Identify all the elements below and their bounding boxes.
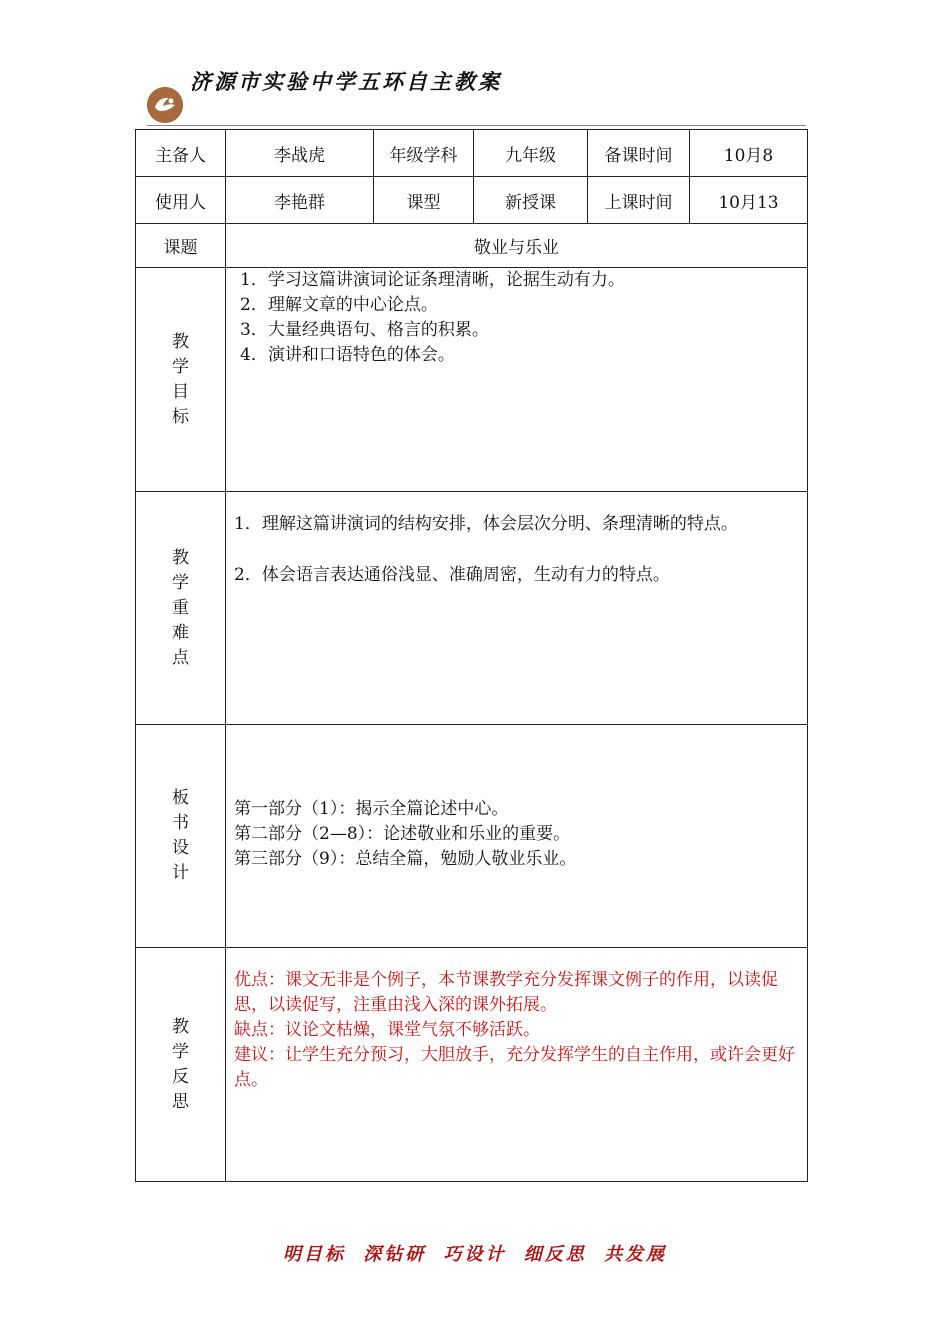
key-points-label: 教 学 重 难 点 bbox=[136, 492, 226, 725]
lesson-type-value: 新授课 bbox=[474, 177, 588, 224]
grade-subject-label: 年级学科 bbox=[374, 130, 474, 177]
lesson-plan-table bbox=[135, 129, 808, 1182]
objectives-content bbox=[226, 268, 808, 492]
topic-value: 敬业与乐业 bbox=[226, 224, 808, 268]
prep-time-value: 10月8 bbox=[690, 130, 808, 177]
objectives-label: 教 学 目 标 bbox=[136, 268, 226, 492]
reflection-item: 建议：让学生充分预习，大胆放手，充分发挥学生的自主作用，或许会更好点。 bbox=[234, 1045, 795, 1090]
footer-phrase: 共发展 bbox=[604, 1244, 668, 1265]
class-time-label: 上课时间 bbox=[588, 177, 690, 224]
board-design-content bbox=[226, 725, 808, 948]
reflection-item: 优点：课文无非是个例子，本节课教学充分发挥课文例子的作用，以读促思，以读促写，注重由浅入深的课外拓展。 bbox=[234, 970, 778, 1015]
footer-phrase: 明目标 bbox=[282, 1244, 346, 1265]
objective-item: 3．大量经典语句、格言的积累。 bbox=[240, 320, 489, 340]
objectives-row bbox=[136, 268, 808, 492]
lesson-type-label: 课型 bbox=[374, 177, 474, 224]
user-label: 使用人 bbox=[136, 177, 226, 224]
reflection-content bbox=[226, 948, 808, 1182]
key-point-item: 1．理解这篇讲演词的结构安排，体会层次分明、条理清晰的特点。 bbox=[234, 514, 738, 534]
user-value: 李艳群 bbox=[226, 177, 374, 224]
objective-item: 4．演讲和口语特色的体会。 bbox=[240, 345, 455, 365]
topic-label: 课题 bbox=[136, 224, 226, 268]
objective-item: 2．理解文章的中心论点。 bbox=[240, 295, 438, 315]
class-time-value: 10月13 bbox=[690, 177, 808, 224]
meta-row-1 bbox=[136, 130, 808, 177]
prep-time-label: 备课时间 bbox=[588, 130, 690, 177]
footer-phrase: 深钻研 bbox=[363, 1244, 427, 1265]
school-title: 济源市实验中学五环自主教案 bbox=[190, 69, 502, 94]
board-design-label: 板 书 设 计 bbox=[136, 725, 226, 948]
footer-motto bbox=[0, 1240, 950, 1266]
header-divider bbox=[147, 125, 806, 126]
reflection-label: 教 学 反 思 bbox=[136, 948, 226, 1182]
page-header bbox=[0, 0, 950, 130]
key-points-content bbox=[226, 492, 808, 725]
reflection-item: 缺点：议论文枯燥，课堂气氛不够活跃。 bbox=[234, 1020, 540, 1040]
grade-subject-value: 九年级 bbox=[474, 130, 588, 177]
school-logo-icon bbox=[147, 87, 183, 123]
footer-phrase: 细反思 bbox=[523, 1244, 587, 1265]
board-item: 第一部分（1）：揭示全篇论述中心。 bbox=[234, 799, 509, 819]
preparer-label: 主备人 bbox=[136, 130, 226, 177]
topic-row bbox=[136, 224, 808, 268]
footer-phrase: 巧设计 bbox=[443, 1244, 507, 1265]
meta-row-2 bbox=[136, 177, 808, 224]
board-item: 第三部分（9）：总结全篇，勉励人敬业乐业。 bbox=[234, 849, 577, 869]
objective-item: 1．学习这篇讲演词论证条理清晰，论据生动有力。 bbox=[240, 270, 625, 290]
key-point-item: 2．体会语言表达通俗浅显、准确周密，生动有力的特点。 bbox=[234, 565, 670, 585]
preparer-value: 李战虎 bbox=[226, 130, 374, 177]
board-item: 第二部分（2—8）：论述敬业和乐业的重要。 bbox=[234, 824, 571, 844]
key-points-row bbox=[136, 492, 808, 725]
board-design-row bbox=[136, 725, 808, 948]
reflection-row bbox=[136, 948, 808, 1182]
